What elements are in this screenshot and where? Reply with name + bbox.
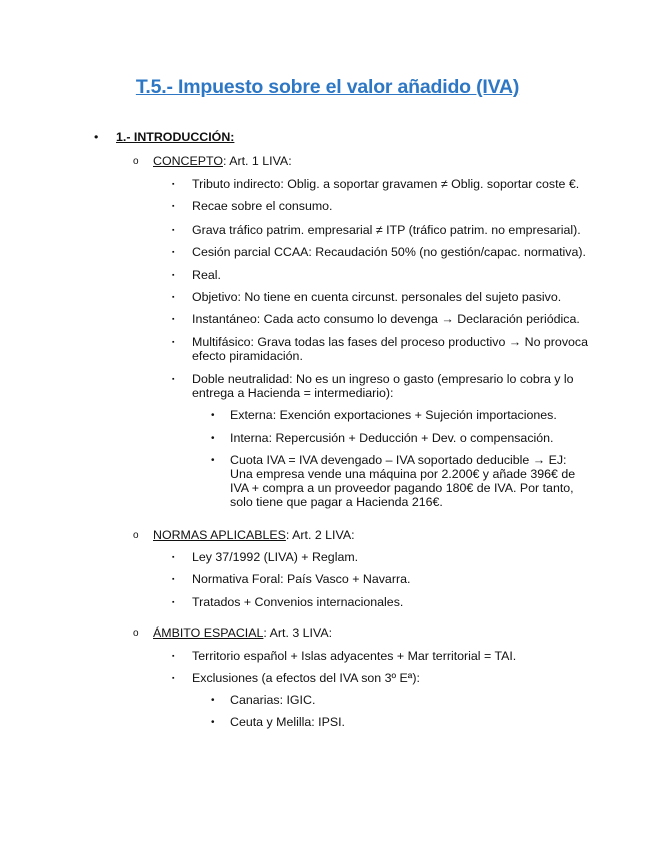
bullet: ▪ <box>172 227 175 234</box>
bullet: ▪ <box>172 181 175 188</box>
list-item: Tributo indirecto: Oblig. a soportar gravamen ≠ Oblig. soportar coste €. <box>192 177 580 191</box>
bullet: ▪ <box>172 272 175 279</box>
sub-list-item: Externa: Exención exportaciones + Sujeción importaciones. <box>230 408 557 422</box>
sub-list-item-line: Cuota IVA = IVA devengado – IVA soportado deducible → EJ: <box>230 453 567 467</box>
bullet: ▪ <box>172 653 175 660</box>
subsection-normas <box>153 528 355 543</box>
bullet: ▪ <box>172 249 175 256</box>
list-item: Real. <box>192 268 221 282</box>
bullet: ▪ <box>172 294 175 301</box>
bullet: ▪ <box>172 554 175 561</box>
bullet: o <box>133 156 139 167</box>
list-item: Exclusiones (a efectos del IVA son 3º Eª): <box>192 671 420 685</box>
list-item-line: Multifásico: Grava todas las fases del proceso productivo → No provoca <box>192 335 588 349</box>
bullet: o <box>133 628 139 639</box>
document-title: T.5.- Impuesto sobre el valor añadido (IVA) <box>135 76 520 98</box>
bullet: ▪ <box>172 576 175 583</box>
bullet: ▪ <box>172 316 175 323</box>
bullet: o <box>133 530 139 541</box>
bullet: • <box>94 130 99 144</box>
bullet: ▪ <box>172 203 175 210</box>
bullet: • <box>211 695 215 706</box>
sub-list-item: Canarias: IGIC. <box>230 693 316 707</box>
sub-list-item-line: IVA + compra a un proveedor pagando 180€ de IVA. Por tanto, <box>230 481 574 495</box>
list-item: Recae sobre el consumo. <box>192 199 333 213</box>
bullet: ▪ <box>172 376 175 383</box>
subsection-label: ÁMBITO ESPACIAL <box>153 626 264 640</box>
subsection-label: NORMAS APLICABLES <box>153 528 286 542</box>
subsection-concepto <box>153 154 292 169</box>
list-item: Instantáneo: Cada acto consumo lo devenga → Declaración periódica. <box>192 312 580 326</box>
bullet: • <box>211 455 215 466</box>
list-item-line: Doble neutralidad: No es un ingreso o gasto (empresario lo cobra y lo <box>192 372 574 386</box>
list-item: Cesión parcial CCAA: Recaudación 50% (no gestión/capac. normativa). <box>192 245 586 259</box>
subsection-ambito <box>153 626 332 641</box>
list-item: Territorio español + Islas adyacentes + Mar territorial = TAI. <box>192 649 517 663</box>
subsection-label: CONCEPTO <box>153 154 223 168</box>
list-item: Objetivo: No tiene en cuenta circunst. personales del sujeto pasivo. <box>192 290 562 304</box>
list-item: Grava tráfico patrim. empresarial ≠ ITP (tráfico patrim. no empresarial). <box>192 223 581 237</box>
subsection-reference: : Art. 2 LIVA: <box>285 528 355 542</box>
section-heading: 1.- INTRODUCCIÓN: <box>116 130 235 144</box>
bullet: ▪ <box>172 675 175 682</box>
sub-list-item-line: Una empresa vende una máquina por 2.200€ y añade 396€ de <box>230 467 576 481</box>
subsection-reference: : Art. 3 LIVA: <box>263 626 333 640</box>
list-item-line: entrega a Hacienda = intermediario): <box>192 386 394 400</box>
list-item-line: efecto piramidación. <box>192 349 303 363</box>
list-item: Normativa Foral: País Vasco + Navarra. <box>192 572 411 586</box>
subsection-reference: : Art. 1 LIVA: <box>223 154 292 168</box>
bullet: • <box>211 410 215 421</box>
bullet: • <box>211 433 215 444</box>
list-item: Ley 37/1992 (LIVA) + Reglam. <box>192 550 359 564</box>
bullet: • <box>211 717 215 728</box>
bullet: ▪ <box>172 599 175 606</box>
sub-list-item: Ceuta y Melilla: IPSI. <box>230 715 346 729</box>
list-item: Tratados + Convenios internacionales. <box>192 595 404 609</box>
sub-list-item: Interna: Repercusión + Deducción + Dev. o compensación. <box>230 431 554 445</box>
bullet: ▪ <box>172 339 175 346</box>
sub-list-item-line: solo tiene que pagar a Hacienda 216€. <box>230 495 443 509</box>
